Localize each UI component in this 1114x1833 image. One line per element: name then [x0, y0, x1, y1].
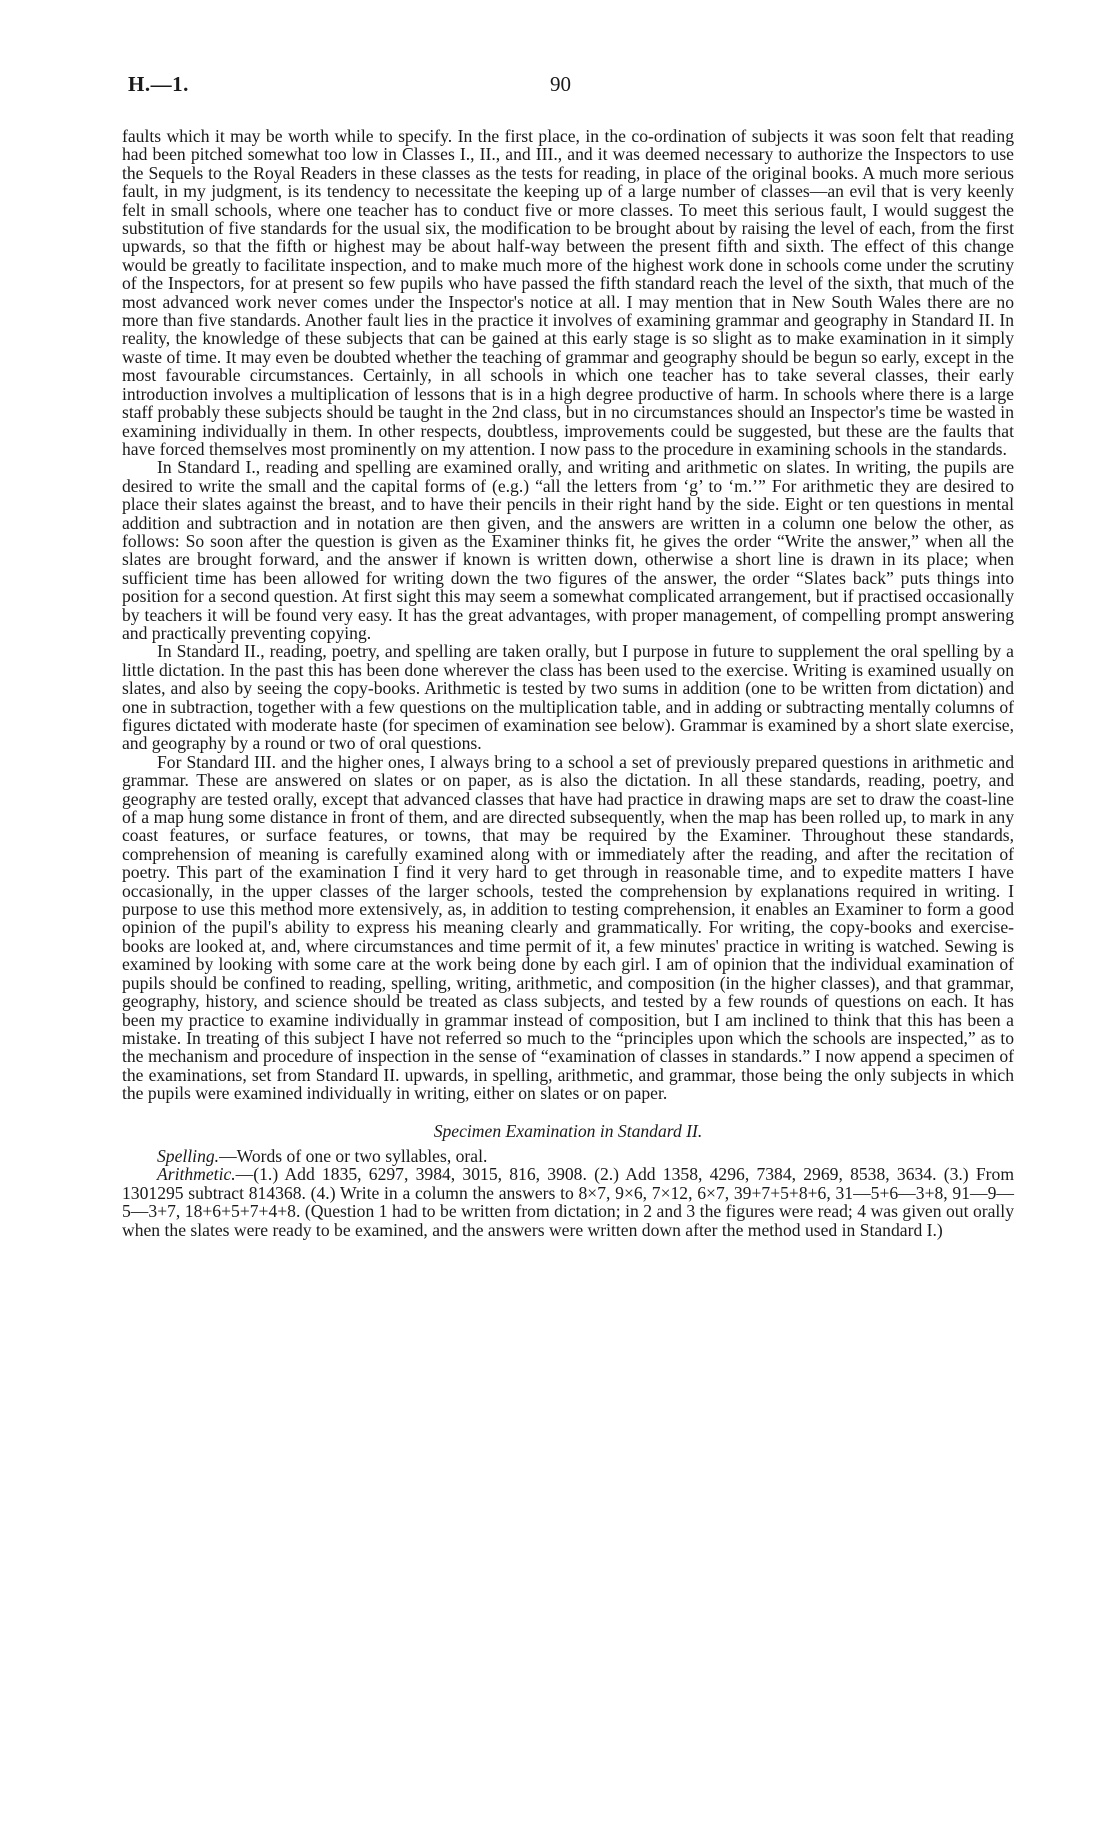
spelling-label: Spelling. — [157, 1145, 220, 1166]
arithmetic-label: Arithmetic. — [157, 1164, 236, 1185]
paragraph-standard-three: For Standard III. and the higher ones, I always bring to a school a set of previously prepared questions in arithmetic and grammar. These are answered on slates or on paper, as is also the dictation. In all these standards, reading, poetry, and geography are tested orally, except that advanced classes that have had practice in drawing maps are set to draw the coast-line of a map hung some distance in front of them, and are directed subsequently, when the map has been rolled up, to mark in any coast features, or surface features, or towns, that may be required by the Examiner. Throughout these standards, comprehension of meaning is carefully examined along with or immediately after the reading, and after the recitation of poetry. This part of the examination I find it very hard to get through in reasonable time, and to expedite matters I have occasionally, in the upper classes of the larger schools, tested the comprehension by explanations required in writing. I purpose to use this method more extensively, as, in addition to testing comprehension, it enables an Examiner to form a good opinion of the pupil's ability to express his meaning clearly and grammatically. For writing, the copy-books and exercise-books are looked at, and, where circumstances and time permit of it, a few minutes' practice in writing is watched. Sewing is examined by looking with some care at the work being done by each girl. I am of opinion that the individual examination of pupils should be confined to reading, spelling, writing, arithmetic, and composition (in the higher classes), and that grammar, geography, history, and science should be treated as class subjects, and tested by a few rounds of questions on each. It has been my practice to examine individually in grammar instead of composition, but I am inclined to think that this has been a mistake. In treating of this subject I have not referred so much to the “principles upon which the schools are inspected,” as to the mechanism and procedure of inspection in the sense of “examination of classes in standards.” I now append a specimen of the examinations, set from Standard II. upwards, in spelling, arithmetic, and grammar, those being the only subjects in which the pupils were examined individually in writing, either on slates or on paper. — [122, 751, 1014, 1104]
body-text — [122, 127, 1014, 1239]
specimen-heading: Specimen Examination in Standard II. — [433, 1120, 703, 1141]
paragraph-standard-one: In Standard I., reading and spelling are examined orally, and writing and arithmetic on slates. In writing, the pupils are desired to write the small and the capital forms of (e.g.) “all the letters from ‘g’ to ‘m.’” For arithmetic they are desired to place their slates against the breast, and to have their pencils in their right hand by the side. Eight or ten questions in mental addition and subtraction and in notation are then given, and the answers are written in a column one below the other, as follows: So soon after the question is given as the Examiner thinks fit, he gives the order “Write the answer,” when all the slates are brought forward, and the answer if known is written down, otherwise a short line is drawn in its place; when sufficient time has been allowed for writing down the two figures of the answer, the order “Slates back” puts things into position for a second question. At first sight this may seem a somewhat complicated arrangement, but if practised occasionally by teachers it will be found very easy. It has the great advantages, with proper management, of compelling prompt answering and practically preventing copying. — [122, 457, 1014, 643]
spelling-text: —Words of one or two syllables, oral. — [219, 1145, 488, 1166]
paragraph-faults: faults which it may be worth while to specify. In the first place, in the co-ordination of subjects it was soon felt that reading had been pitched somewhat too low in Classes I., II., and III., and it was deemed necessary to authorize the Inspectors to use the Sequels to the Royal Readers in these classes as the tests for reading, in place of the original books. A much more serious fault, in my judgment, is its tendency to necessitate the keeping up of a large number of classes—an evil that is very keenly felt in small schools, where one teacher has to conduct five or more classes. To meet this serious fault, I would suggest the substitution of five standards for the usual six, the modification to be brought about by raising the level of each, from the first upwards, so that the fifth or highest may be about half-way between the present fifth and sixth. The effect of this change would be greatly to facilitate inspection, and to make much more of the highest work done in schools come under the scrutiny of the Inspectors, for at present so few pupils who have passed the fifth standard reach the level of the sixth, that much of the most advanced work never comes under the Inspector's notice at all. I may mention that in New South Wales there are no more than five standards. Another fault lies in the practice it involves of examining grammar and geography in Standard II. In reality, the knowledge of these subjects that can be gained at this early stage is so slight as to make examination in it simply waste of time. It may even be doubted whether the teaching of grammar and geography should be begun so early, except in the most favourable circumstances. Certainly, in all schools in which one teacher has to take several classes, their early introduction involves a multiplication of lessons that is in a high degree productive of harm. In schools where there is a large staff probably these subjects should be taught in the 2nd class, but in no circumstances should an Inspector's time be wasted in examining individually in them. In other respects, doubtless, improvements could be suggested, but these are the faults that have forced themselves most prominently on my attention. I now pass to the procedure in examining schools in the standards. — [122, 126, 1014, 459]
specimen-spelling — [122, 1147, 1014, 1165]
paragraph-standard-two: In Standard II., reading, poetry, and spelling are taken orally, but I purpose in future to supplement the oral spelling by a little dictation. In the past this has been done wherever the class has been used to the exercise. Writing is examined usually on slates, and also by seeing the copy-books. Arithmetic is tested by two sums in addition (one to be written from dictation) and one in subtraction, together with a few questions on the multiplication table, and in adding or subtracting mentally columns of figures dictated with moderate haste (for specimen of examination see below). Grammar is examined by a short slate exercise, and geography by a round or two of oral questions. — [122, 641, 1014, 754]
arithmetic-text: —(1.) Add 1835, 6297, 3984, 3015, 816, 3908. (2.) Add 1358, 4296, 7384, 2969, 8538, 3634. (3.) From 1301295 subtract 814368. (4.) Write in a column the answers to 8×7, 9×6, 7×12, 6×7, 39+7+5+8+6, 31—5+6—3+8, 91—9—5—3+7, 18+6+5+7+4+8. (Question 1 had to be written from dictation; in 2 and 3 the figures were read; 4 was given out orally when the slates were ready to be examined, and the answers were written down after the method used in Standard I.) — [122, 1164, 1014, 1240]
document-reference: H.—1. — [128, 72, 189, 96]
page-number: 90 — [550, 72, 571, 96]
page-header — [128, 72, 1000, 102]
specimen-arithmetic — [122, 1165, 1014, 1239]
